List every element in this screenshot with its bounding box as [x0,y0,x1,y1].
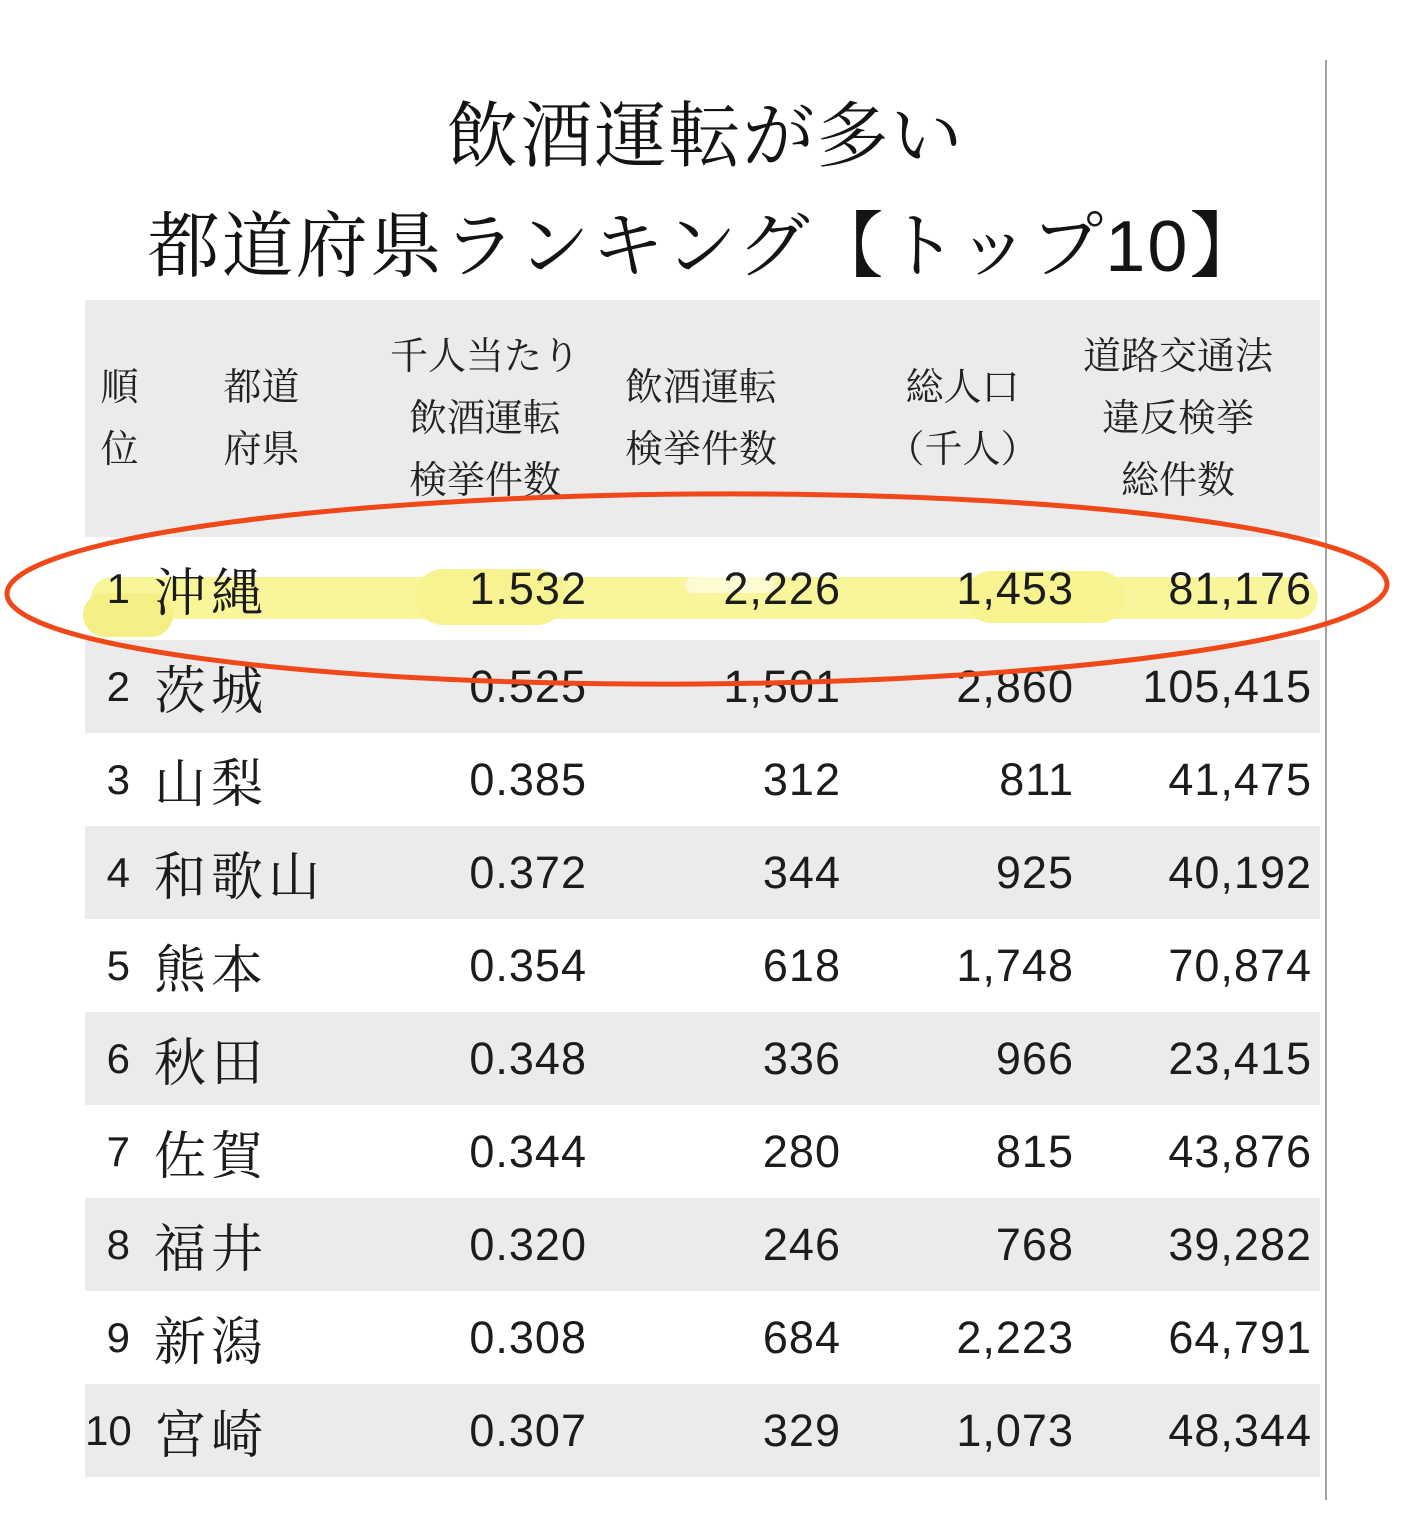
table-row-niigata [85,1291,1320,1384]
ranking-table [85,300,1320,1477]
prefecture-cell: 茨城 [154,663,269,721]
rank-cell: 5 [106,941,130,989]
total-violations-cell: 70,874 [1168,939,1312,991]
per-capita-cell: 1.532 [469,562,587,614]
total-violations-cell: 43,876 [1168,1125,1312,1177]
total-violations-cell: 48,344 [1168,1404,1312,1456]
table-header-row [85,300,1320,537]
total-violations-cell: 39,282 [1168,1218,1312,1270]
per-capita-cell: 0.525 [469,660,587,712]
per-capita-cell: 0.320 [469,1218,587,1270]
prefecture-cell: 熊本 [154,942,269,1000]
prefecture-cell: 宮崎 [154,1407,269,1465]
per-capita-cell: 0.372 [469,846,587,898]
column-header-arrests: 飲酒運転 検挙件数 [624,366,777,471]
total-violations-cell: 23,415 [1168,1032,1312,1084]
per-capita-cell: 0.385 [469,753,587,805]
arrests-cell: 618 [762,939,841,991]
right-edge-rule [1325,60,1327,1500]
column-header-total-violations: 道路交通法 違反検挙 総件数 [1082,335,1273,502]
prefecture-cell: 佐賀 [154,1128,269,1186]
total-violations-cell: 105,415 [1142,660,1312,712]
arrests-cell: 312 [762,753,841,805]
total-violations-cell: 41,475 [1168,753,1312,805]
per-capita-cell: 0.307 [469,1404,587,1456]
column-header-prefecture: 都道 府県 [223,366,300,471]
table-row-miyazaki [85,1384,1320,1477]
arrests-cell: 2,226 [723,562,841,614]
per-capita-cell: 0.344 [469,1125,587,1177]
total-violations-cell: 81,176 [1168,562,1312,614]
rank-cell: 6 [106,1034,130,1082]
rank-cell: 4 [106,848,130,896]
arrests-cell: 336 [762,1032,841,1084]
population-cell: 768 [995,1218,1074,1270]
arrests-cell: 329 [762,1404,841,1456]
total-violations-cell: 64,791 [1168,1311,1312,1363]
rank-cell: 7 [106,1127,130,1175]
table-row-kumamoto [85,919,1320,1012]
page-title-line2: 都道府県ランキング【トップ10】 [147,207,1264,287]
prefecture-cell: 山梨 [154,756,269,814]
total-violations-cell: 40,192 [1168,846,1312,898]
population-cell: 2,860 [956,660,1074,712]
population-cell: 1,073 [956,1404,1074,1456]
population-cell: 811 [999,753,1074,805]
table-row-yamanashi [85,733,1320,826]
arrests-cell: 1,501 [723,660,841,712]
prefecture-cell: 沖縄 [154,565,269,623]
table-row-wakayama [85,826,1320,919]
population-cell: 966 [995,1032,1074,1084]
table-row-fukui [85,1198,1320,1291]
arrests-cell: 280 [762,1125,841,1177]
population-cell: 925 [995,846,1074,898]
population-cell: 815 [995,1125,1074,1177]
table-row-ibaraki [85,640,1320,733]
table-row-akita [85,1012,1320,1105]
rank-cell: 1 [106,564,130,612]
per-capita-cell: 0.308 [469,1311,587,1363]
table-row-okinawa [85,537,1320,640]
rank-cell: 3 [106,755,130,803]
page-title-line1: 飲酒運転が多い [446,97,965,177]
column-header-rank: 順 位 [100,366,139,471]
column-header-per-capita: 千人当たり 飲酒運転 検挙件数 [389,335,580,502]
column-header-population: 総人口 （千人） [886,366,1039,471]
rank-cell: 2 [106,662,130,710]
prefecture-cell: 福井 [154,1221,269,1279]
prefecture-cell: 新潟 [154,1314,269,1372]
prefecture-cell: 和歌山 [154,849,326,907]
rank-cell: 9 [106,1313,130,1361]
arrests-cell: 684 [762,1311,841,1363]
population-cell: 1,453 [956,562,1074,614]
rank-cell: 8 [106,1220,130,1268]
arrests-cell: 246 [762,1218,841,1270]
arrests-cell: 344 [762,846,841,898]
prefecture-cell: 秋田 [154,1035,269,1093]
population-cell: 1,748 [956,939,1074,991]
population-cell: 2,223 [956,1311,1074,1363]
per-capita-cell: 0.354 [469,939,587,991]
rank-cell: 10 [85,1406,132,1454]
table-row-saga [85,1105,1320,1198]
per-capita-cell: 0.348 [469,1032,587,1084]
